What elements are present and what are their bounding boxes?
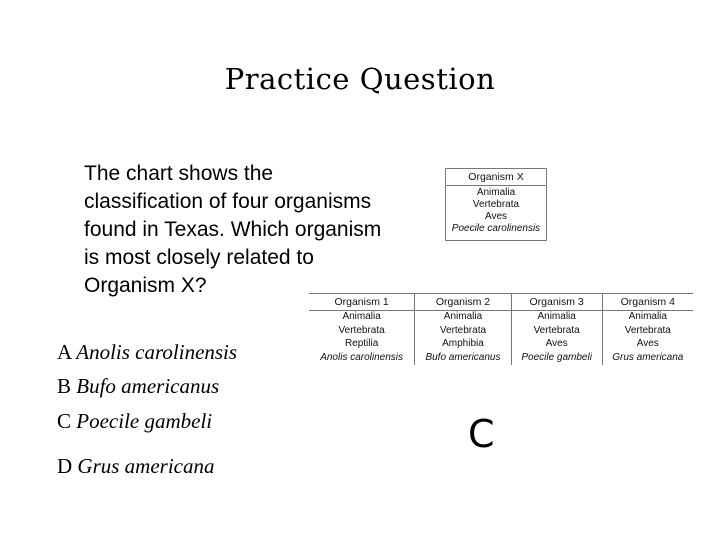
table-cell: Animalia — [511, 311, 602, 325]
choice-letter: C — [57, 409, 72, 433]
table-cell: Animalia — [602, 311, 693, 325]
organism-x-subphylum: Vertebrata — [472, 199, 520, 210]
table-cell: Animalia — [415, 311, 511, 325]
choice-letter: A — [57, 340, 72, 364]
table-cell: Aves — [602, 338, 693, 351]
question-text: The chart shows the classification of four organisms found in Texas. Which organism is most closely related to Organism X? — [84, 162, 382, 297]
choice-a — [57, 340, 237, 365]
choice-name: Poecile gambeli — [76, 409, 213, 433]
table-header: Organism 1 — [309, 294, 415, 311]
choice-name: Bufo americanus — [76, 374, 220, 398]
organisms-table — [309, 293, 693, 365]
table-header: Organism 2 — [415, 294, 511, 311]
table-row — [309, 325, 693, 338]
table-header-row — [309, 294, 693, 311]
table-cell: Vertebrata — [338, 324, 385, 336]
table-cell: Anolis carolinensis — [320, 351, 404, 363]
table-row — [309, 338, 693, 351]
choice-letter: D — [57, 454, 73, 478]
choice-d — [57, 454, 215, 479]
choice-name: Anolis carolinensis — [76, 340, 238, 364]
table-header: Organism 4 — [602, 294, 693, 311]
organism-x-class: Aves — [484, 211, 508, 222]
table-cell: Bufo americanus — [415, 352, 511, 366]
table-cell: Reptilia — [344, 338, 379, 350]
answer-text: C — [468, 412, 495, 456]
table-row — [309, 352, 693, 366]
organism-x-species: Poecile carolinensis — [451, 223, 541, 234]
organism-x-header: Organism X — [446, 169, 546, 186]
organism-x-kingdom: Animalia — [476, 187, 516, 198]
choice-c — [57, 409, 212, 434]
table-row — [309, 311, 693, 325]
table-cell: Grus americana — [602, 352, 693, 366]
table-cell: Amphibia — [415, 338, 511, 351]
table-cell: Poecile gambeli — [511, 352, 602, 366]
table-cell: Vertebrata — [415, 325, 511, 338]
table-cell: Animalia — [342, 311, 381, 322]
choice-letter: B — [57, 374, 72, 398]
organism-x-table — [445, 168, 547, 241]
choice-b — [57, 374, 219, 399]
choice-name: Grus americana — [77, 454, 215, 478]
table-header: Organism 3 — [511, 294, 602, 311]
page-title: Practice Question — [224, 62, 496, 96]
table-cell: Aves — [511, 338, 602, 351]
table-cell: Vertebrata — [602, 325, 693, 338]
table-cell: Vertebrata — [511, 325, 602, 338]
